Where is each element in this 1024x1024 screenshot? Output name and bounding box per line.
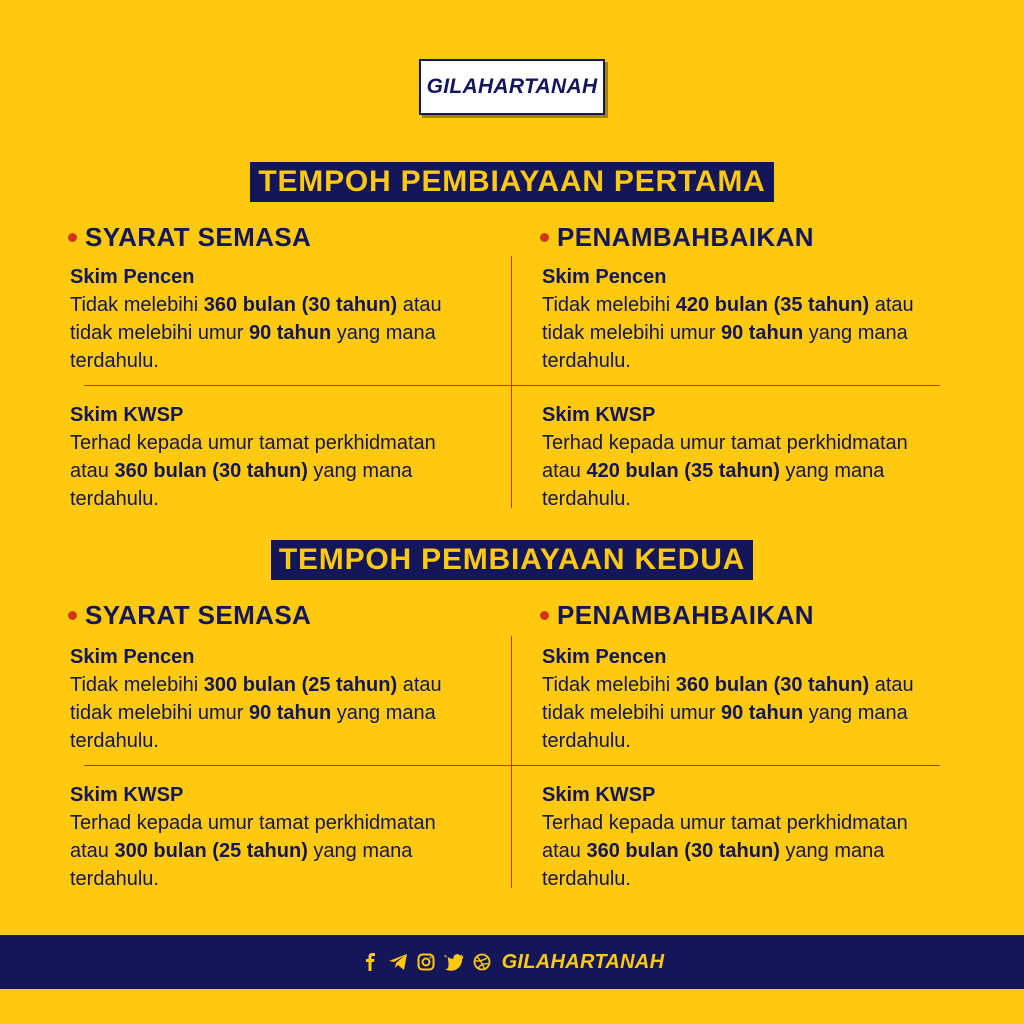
text-line: Terhad kepada umur tamat perkhidmatan [70,812,436,834]
heading-penambahbaikan-second [540,600,814,631]
section-title-second [0,540,1024,580]
scheme-title: Skim KWSP [542,404,656,426]
s2-right-pencen-block [542,643,914,755]
s1-left-pencen-block [70,263,442,375]
text-line: Tidak melebihi 300 bulan (25 tahun) atau [70,674,442,696]
text-line: Tidak melebihi 360 bulan (30 tahun) atau [70,294,442,316]
heading-label: PENAMBAHBAIKAN [557,222,814,252]
s1-right-kwsp-block [542,401,908,513]
heading-penambahbaikan-first [540,222,814,253]
brand-logo-box [419,59,605,115]
footer-handle: GILAHARTANAH [501,950,665,973]
text-line: terdahulu. [70,350,159,372]
s2-right-kwsp-block [542,781,908,893]
section-title-second-label: TEMPOH PEMBIAYAAN KEDUA [271,540,753,580]
text-line: Tidak melebihi 360 bulan (30 tahun) atau [542,674,914,696]
text-line: Terhad kepada umur tamat perkhidmatan [542,432,908,454]
heading-label: PENAMBAHBAIKAN [557,600,814,630]
text-line: Terhad kepada umur tamat perkhidmatan [542,812,908,834]
s1-right-pencen-block [542,263,914,375]
s1-left-kwsp-block [70,401,436,513]
text-line: tidak melebihi umur 90 tahun yang mana [542,322,908,344]
scheme-title: Skim Pencen [70,266,195,288]
footer-bar [0,935,1024,989]
scheme-title: Skim Pencen [542,266,667,288]
text-line: Tidak melebihi 420 bulan (35 tahun) atau [542,294,914,316]
heading-syarat-semasa-second [68,600,311,631]
s2-left-pencen-block [70,643,442,755]
text-line: Terhad kepada umur tamat perkhidmatan [70,432,436,454]
telegram-icon[interactable] [388,952,408,972]
s2-left-kwsp-block [70,781,436,893]
section-title-first [0,162,1024,202]
social-icons [360,952,492,972]
heading-label: SYARAT SEMASA [85,222,312,252]
section-title-first-label: TEMPOH PEMBIAYAAN PERTAMA [250,162,773,202]
text-line: tidak melebihi umur 90 tahun yang mana [542,702,908,724]
text-line: atau 360 bulan (30 tahun) yang mana [542,840,885,862]
text-line: terdahulu. [542,350,631,372]
scheme-title: Skim Pencen [542,646,667,668]
bullet-icon [540,611,549,620]
scheme-title: Skim KWSP [70,784,184,806]
brand-logo-text: GILAHARTANAH [426,75,598,98]
bullet-icon [540,233,549,242]
column-divider [511,256,512,508]
text-line: tidak melebihi umur 90 tahun yang mana [70,322,436,344]
bullet-icon [68,611,77,620]
scheme-title: Skim KWSP [542,784,656,806]
dribbble-icon[interactable] [472,952,492,972]
text-line: terdahulu. [70,488,159,510]
heading-syarat-semasa-first [68,222,311,253]
text-line: terdahulu. [542,488,631,510]
instagram-icon[interactable] [416,952,436,972]
text-line: terdahulu. [542,868,631,890]
text-line: atau 420 bulan (35 tahun) yang mana [542,460,885,482]
scheme-title: Skim KWSP [70,404,184,426]
twitter-icon[interactable] [444,952,464,972]
text-line: terdahulu. [542,730,631,752]
text-line: tidak melebihi umur 90 tahun yang mana [70,702,436,724]
scheme-title: Skim Pencen [70,646,195,668]
text-line: atau 360 bulan (30 tahun) yang mana [70,460,413,482]
heading-label: SYARAT SEMASA [85,600,312,630]
facebook-icon[interactable] [360,952,380,972]
text-line: atau 300 bulan (25 tahun) yang mana [70,840,413,862]
row-divider [84,765,940,766]
column-divider [511,636,512,888]
text-line: terdahulu. [70,868,159,890]
bullet-icon [68,233,77,242]
text-line: terdahulu. [70,730,159,752]
row-divider [84,385,940,386]
